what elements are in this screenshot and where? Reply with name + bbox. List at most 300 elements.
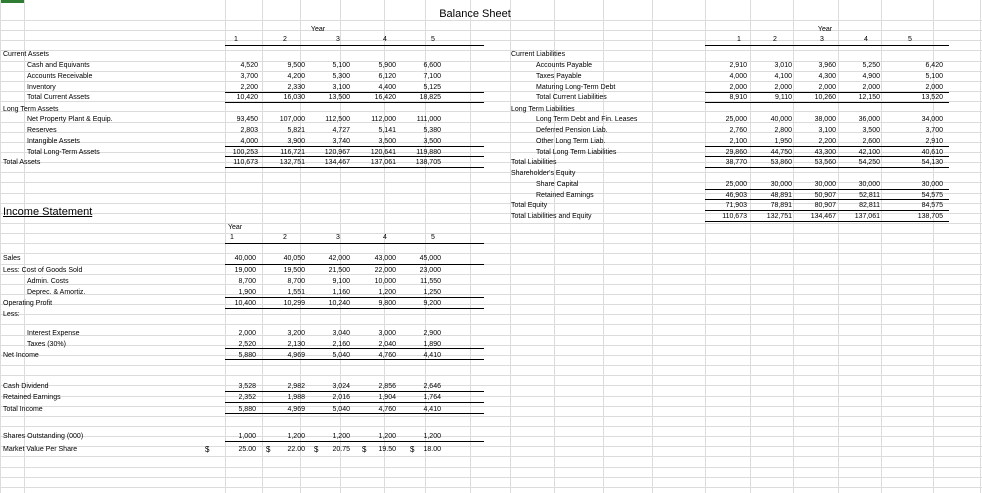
asset-value-cell: 6,600 [423, 62, 441, 69]
selected-cell-indicator [0, 0, 24, 3]
row-gridline [0, 304, 982, 305]
asset-value-cell: 5,300 [332, 73, 350, 80]
bs-assets-year-header: 2 [283, 36, 287, 43]
asset-value-cell: 5,821 [287, 127, 305, 134]
underline-border [225, 264, 484, 265]
asset-value-cell: 110,673 [233, 159, 258, 166]
liability-value-cell: 4,100 [774, 73, 792, 80]
row-gridline [0, 416, 982, 417]
liability-value-cell: 44,750 [770, 149, 792, 156]
income-value-cell: 45,000 [419, 255, 441, 262]
liability-value-cell: 29,860 [725, 149, 747, 156]
underline-border [225, 348, 484, 349]
underline-border [225, 308, 484, 309]
income-value-cell: 22.00 [287, 446, 305, 453]
liability-value-cell: 40,000 [770, 116, 792, 123]
underline-border [225, 243, 484, 244]
liability-value-cell: 3,500 [862, 127, 880, 134]
column-gridline [0, 0, 1, 493]
income-row-label: Deprec. & Amortiz. [27, 289, 86, 296]
row-gridline [0, 172, 982, 173]
row-gridline [0, 375, 982, 376]
income-row-label: Net Income [3, 352, 39, 359]
income-value-cell: 2,040 [378, 341, 396, 348]
liability-value-cell: 71,903 [725, 202, 747, 209]
is-year-header: 5 [431, 234, 435, 241]
income-value-cell: 43,000 [374, 255, 396, 262]
column-gridline [510, 0, 511, 493]
liability-value-cell: 84,575 [921, 202, 943, 209]
liability-value-cell: 52,811 [859, 192, 880, 199]
is-year-label: Year [228, 224, 243, 231]
underline-border [705, 146, 949, 147]
asset-row-label: Net Property Plant & Equip. [27, 116, 113, 123]
row-gridline [0, 50, 982, 51]
income-value-cell: 2,646 [423, 383, 441, 390]
asset-value-cell: 3,740 [332, 138, 350, 145]
income-value-cell: 3,000 [378, 330, 396, 337]
row-gridline [0, 284, 982, 285]
asset-value-cell: 100,253 [232, 149, 258, 156]
row-gridline [0, 335, 982, 336]
liability-row-label: Total Current Liabilities [536, 94, 607, 101]
underline-border [225, 402, 484, 403]
column-gridline [652, 0, 653, 493]
liability-value-cell: 4,900 [862, 73, 880, 80]
row-gridline [0, 456, 982, 457]
liability-row-label: Long Term Liabilities [511, 106, 575, 113]
liability-value-cell: 43,300 [814, 149, 836, 156]
income-value-cell: 40,050 [283, 255, 305, 262]
income-value-cell: 1,764 [423, 394, 441, 401]
asset-value-cell: 119,880 [416, 149, 441, 156]
income-value-cell: 19,500 [283, 267, 305, 274]
income-value-cell: 25.00 [238, 446, 256, 453]
row-gridline [0, 365, 982, 366]
underline-border [225, 413, 484, 414]
underline-border [705, 199, 949, 200]
income-value-cell: 2,160 [332, 341, 350, 348]
underline-border [225, 45, 484, 46]
row-gridline [0, 385, 982, 386]
liability-value-cell: 110,673 [722, 213, 747, 220]
income-value-cell: 1,200 [287, 433, 305, 440]
asset-value-cell: 7,100 [423, 73, 441, 80]
asset-row-label: Intangible Assets [27, 138, 80, 145]
income-value-cell: 1,160 [332, 289, 350, 296]
income-value-cell: 2,130 [287, 341, 305, 348]
liability-row-label: Total Liabilities [511, 159, 557, 166]
liability-value-cell: 2,100 [729, 138, 747, 145]
row-gridline [0, 324, 982, 325]
income-row-label: Market Value Per Share [3, 446, 78, 453]
bs-liab-year-header: 2 [773, 36, 777, 43]
liability-value-cell: 40,610 [921, 149, 943, 156]
liability-value-cell: 2,000 [862, 84, 880, 91]
income-value-cell: 1,200 [378, 433, 396, 440]
income-value-cell: 1,200 [423, 433, 441, 440]
bs-liab-year-header: 3 [820, 36, 824, 43]
liability-value-cell: 54,575 [921, 192, 943, 199]
liability-value-cell: 4,000 [729, 73, 747, 80]
income-value-cell: 11,550 [420, 278, 441, 285]
asset-value-cell: 3,500 [378, 138, 396, 145]
asset-value-cell: 4,520 [240, 62, 258, 69]
liability-value-cell: 13,520 [921, 94, 943, 101]
income-row-label: Less: Cost of Goods Sold [3, 267, 83, 274]
income-value-cell: 3,200 [287, 330, 305, 337]
income-value-cell: 4,969 [287, 352, 305, 359]
row-gridline [0, 406, 982, 407]
asset-value-cell: 5,125 [423, 84, 441, 91]
liability-value-cell: 5,250 [862, 62, 880, 69]
asset-value-cell: 5,100 [332, 62, 350, 69]
bs-assets-year-header: 1 [234, 36, 238, 43]
asset-value-cell: 107,000 [279, 116, 305, 123]
bs-assets-year-label: Year [310, 26, 326, 33]
underline-border [225, 92, 484, 93]
liability-value-cell: 2,000 [925, 84, 943, 91]
underline-border [225, 102, 484, 103]
asset-row-label: Accounts Receivable [27, 73, 93, 80]
asset-row-label: Long Term Assets [3, 106, 59, 113]
liability-value-cell: 2,800 [774, 127, 792, 134]
row-gridline [0, 20, 982, 21]
liability-row-label: Total Long Term Liabilities [536, 149, 617, 156]
income-value-cell: 8,700 [238, 278, 256, 285]
liability-value-cell: 2,910 [925, 138, 943, 145]
income-value-cell: 1,551 [287, 289, 305, 296]
asset-value-cell: 120,967 [324, 149, 350, 156]
asset-row-label: Total Current Assets [27, 94, 90, 101]
income-value-cell: 10,000 [374, 278, 396, 285]
income-row-label: Less: [3, 311, 20, 318]
asset-row-label: Inventory [27, 84, 56, 91]
asset-value-cell: 5,900 [378, 62, 396, 69]
underline-border [225, 359, 484, 360]
underline-border [705, 102, 949, 103]
income-value-cell: 9,100 [332, 278, 350, 285]
asset-row-label: Current Assets [3, 51, 49, 58]
liability-row-label: Long Term Debt and Fin. Leases [536, 116, 638, 123]
income-value-cell: 19.50 [378, 446, 396, 453]
asset-value-cell: 137,061 [370, 159, 396, 166]
liability-value-cell: 137,061 [854, 213, 880, 220]
liability-row-label: Current Liabilities [511, 51, 566, 58]
underline-border [705, 92, 949, 93]
row-gridline [0, 355, 982, 356]
underline-border [225, 156, 484, 157]
income-row-label: Operating Profit [3, 300, 53, 307]
liability-value-cell: 10,260 [814, 94, 836, 101]
underline-border [225, 297, 484, 298]
income-value-cell: 1,988 [287, 394, 305, 401]
income-row-label: Cash Dividend [3, 383, 49, 390]
underline-border [225, 167, 484, 168]
liability-value-cell: 53,860 [770, 159, 792, 166]
income-value-cell: 19,000 [234, 267, 256, 274]
asset-value-cell: 10,420 [236, 94, 258, 101]
liability-value-cell: 46,903 [725, 192, 747, 199]
liability-value-cell: 2,910 [729, 62, 747, 69]
column-gridline [881, 0, 882, 493]
liability-value-cell: 5,100 [925, 73, 943, 80]
bs-liab-year-header: 1 [737, 36, 741, 43]
is-year-header: 3 [336, 234, 340, 241]
asset-value-cell: 9,500 [287, 62, 305, 69]
row-gridline [0, 345, 982, 346]
income-value-cell: 21,500 [328, 267, 350, 274]
asset-value-cell: 4,200 [287, 73, 305, 80]
asset-value-cell: 4,000 [240, 138, 258, 145]
income-value-cell: 4,760 [378, 352, 396, 359]
liability-value-cell: 82,811 [859, 202, 880, 209]
income-value-cell: 23,000 [419, 267, 441, 274]
liability-value-cell: 25,000 [725, 181, 747, 188]
liability-value-cell: 3,960 [818, 62, 836, 69]
balance-sheet-title: Balance Sheet [439, 8, 511, 20]
asset-value-cell: 134,467 [324, 159, 350, 166]
row-gridline [0, 111, 982, 112]
asset-value-cell: 4,727 [332, 127, 350, 134]
row-gridline [0, 294, 982, 295]
income-value-cell: 42,000 [328, 255, 350, 262]
liability-value-cell: 42,100 [858, 149, 880, 156]
liability-value-cell: 78,891 [770, 202, 792, 209]
liability-value-cell: 6,420 [925, 62, 943, 69]
liability-value-cell: 2,600 [862, 138, 880, 145]
underline-border [225, 146, 484, 147]
liability-value-cell: 54,130 [921, 159, 943, 166]
bs-liab-year-header: 5 [908, 36, 912, 43]
asset-value-cell: 3,100 [332, 84, 350, 91]
is-year-header: 1 [230, 234, 234, 241]
row-gridline [0, 396, 982, 397]
row-gridline [0, 487, 982, 488]
asset-row-label: Cash and Equivants [27, 62, 90, 69]
currency-symbol: $ [266, 445, 271, 454]
income-value-cell: 5,880 [238, 406, 256, 413]
income-value-cell: 10,400 [234, 300, 256, 307]
income-value-cell: 20.75 [332, 446, 350, 453]
income-value-cell: 10,240 [328, 300, 350, 307]
asset-value-cell: 16,420 [374, 94, 396, 101]
liability-row-label: Total Liabilities and Equity [511, 213, 592, 220]
row-gridline [0, 436, 982, 437]
liability-value-cell: 36,000 [858, 116, 880, 123]
row-gridline [0, 426, 982, 427]
liability-value-cell: 48,891 [770, 192, 792, 199]
liability-row-label: Retained Earnings [536, 192, 594, 199]
asset-value-cell: 3,500 [423, 138, 441, 145]
bs-assets-year-header: 3 [336, 36, 340, 43]
row-gridline [0, 314, 982, 315]
asset-value-cell: 3,700 [240, 73, 258, 80]
liability-value-cell: 30,000 [814, 181, 836, 188]
income-value-cell: 1,200 [378, 289, 396, 296]
is-year-header: 2 [283, 234, 287, 241]
bs-assets-year-header: 5 [431, 36, 435, 43]
income-value-cell: 1,900 [238, 289, 256, 296]
income-value-cell: 2,016 [332, 394, 350, 401]
liability-value-cell: 38,000 [814, 116, 836, 123]
asset-row-label: Total Long-Term Assets [27, 149, 100, 156]
row-gridline [0, 274, 982, 275]
income-value-cell: 9,800 [378, 300, 396, 307]
column-gridline [24, 0, 25, 493]
liability-value-cell: 38,770 [725, 159, 747, 166]
income-statement-title: Income Statement [3, 206, 93, 218]
income-value-cell: 2,982 [287, 383, 305, 390]
asset-value-cell: 16,030 [283, 94, 305, 101]
income-value-cell: 4,410 [423, 352, 441, 359]
income-value-cell: 3,040 [332, 330, 350, 337]
liability-value-cell: 53,560 [814, 159, 836, 166]
liability-value-cell: 30,000 [858, 181, 880, 188]
liability-row-label: Maturing Long-Term Debt [536, 84, 616, 91]
asset-value-cell: 132,751 [279, 159, 305, 166]
liability-row-label: Shareholder's Equity [511, 170, 576, 177]
income-value-cell: 5,040 [332, 352, 350, 359]
asset-value-cell: 2,200 [240, 84, 258, 91]
row-gridline [0, 223, 982, 224]
income-value-cell: 3,528 [238, 383, 256, 390]
liability-row-label: Other Long Term Liab. [536, 138, 606, 145]
income-value-cell: 1,200 [332, 433, 350, 440]
income-value-cell: 4,410 [423, 406, 441, 413]
liability-row-label: Share Capital [536, 181, 579, 188]
liability-value-cell: 1,950 [774, 138, 792, 145]
underline-border [705, 45, 949, 46]
income-value-cell: 9,200 [423, 300, 441, 307]
asset-value-cell: 18,825 [419, 94, 441, 101]
asset-row-label: Reserves [27, 127, 57, 134]
currency-symbol: $ [314, 445, 319, 454]
liability-value-cell: 54,250 [858, 159, 880, 166]
underline-border [705, 189, 949, 190]
liability-value-cell: 80,907 [814, 202, 836, 209]
bs-liab-year-header: 4 [864, 36, 868, 43]
liability-value-cell: 30,000 [770, 181, 792, 188]
income-row-label: Interest Expense [27, 330, 80, 337]
asset-value-cell: 3,900 [287, 138, 305, 145]
liability-value-cell: 138,705 [917, 213, 943, 220]
liability-row-label: Deferred Pension Liab. [536, 127, 608, 134]
income-value-cell: 1,890 [423, 341, 441, 348]
row-gridline [0, 233, 982, 234]
liability-row-label: Total Equity [511, 202, 548, 209]
liability-value-cell: 12,150 [858, 94, 880, 101]
income-row-label: Shares Outstanding (000) [3, 433, 84, 440]
asset-value-cell: 116,721 [280, 149, 305, 156]
liability-value-cell: 34,000 [921, 116, 943, 123]
asset-value-cell: 120,641 [370, 149, 396, 156]
income-value-cell: 2,352 [238, 394, 256, 401]
income-value-cell: 22,000 [374, 267, 396, 274]
row-gridline [0, 477, 982, 478]
asset-value-cell: 112,500 [325, 116, 350, 123]
underline-border [705, 221, 949, 222]
income-value-cell: 18.00 [423, 446, 441, 453]
income-value-cell: 40,000 [234, 255, 256, 262]
row-gridline [0, 467, 982, 468]
liability-row-label: Taxes Payable [536, 73, 582, 80]
asset-value-cell: 13,500 [328, 94, 350, 101]
liability-value-cell: 2,000 [729, 84, 747, 91]
liability-row-label: Accounts Payable [536, 62, 593, 69]
liability-value-cell: 8,910 [729, 94, 747, 101]
is-year-header: 4 [383, 234, 387, 241]
income-value-cell: 4,969 [287, 406, 305, 413]
income-value-cell: 2,520 [238, 341, 256, 348]
underline-border [705, 156, 949, 157]
income-value-cell: 5,880 [238, 352, 256, 359]
asset-value-cell: 112,000 [371, 116, 396, 123]
column-gridline [470, 0, 471, 493]
income-row-label: Taxes (30%) [27, 341, 66, 348]
income-value-cell: 1,250 [423, 289, 441, 296]
liability-value-cell: 2,000 [774, 84, 792, 91]
currency-symbol: $ [410, 445, 415, 454]
liability-value-cell: 4,300 [818, 73, 836, 80]
income-value-cell: 2,856 [378, 383, 396, 390]
liability-value-cell: 9,110 [775, 94, 792, 101]
income-value-cell: 10,299 [283, 300, 305, 307]
underline-border [225, 441, 484, 442]
asset-value-cell: 4,400 [378, 84, 396, 91]
liability-value-cell: 2,200 [818, 138, 836, 145]
liability-value-cell: 30,000 [921, 181, 943, 188]
column-gridline [603, 0, 604, 493]
asset-row-label: Total Assets [3, 159, 41, 166]
asset-value-cell: 6,120 [378, 73, 396, 80]
underline-border [705, 167, 949, 168]
income-value-cell: 2,900 [423, 330, 441, 337]
income-value-cell: 3,024 [332, 383, 350, 390]
underline-border [225, 391, 484, 392]
income-value-cell: 2,000 [238, 330, 256, 337]
asset-value-cell: 111,000 [416, 116, 441, 123]
asset-value-cell: 138,705 [415, 159, 441, 166]
liability-value-cell: 2,760 [729, 127, 747, 134]
liability-value-cell: 25,000 [725, 116, 747, 123]
liability-value-cell: 2,000 [818, 84, 836, 91]
asset-value-cell: 2,330 [287, 84, 305, 91]
bs-liab-year-label: Year [817, 26, 833, 33]
asset-value-cell: 5,380 [423, 127, 441, 134]
underline-border [705, 210, 949, 211]
income-value-cell: 1,904 [378, 394, 396, 401]
income-row-label: Sales [3, 255, 21, 262]
bs-assets-year-header: 4 [383, 36, 387, 43]
income-value-cell: 5,040 [332, 406, 350, 413]
income-value-cell: 4,760 [378, 406, 396, 413]
column-gridline [980, 0, 981, 493]
liability-value-cell: 3,700 [925, 127, 943, 134]
liability-value-cell: 134,467 [810, 213, 836, 220]
liability-value-cell: 50,907 [814, 192, 836, 199]
row-gridline [0, 253, 982, 254]
asset-value-cell: 2,803 [240, 127, 258, 134]
income-row-label: Total Income [3, 406, 43, 413]
income-row-label: Admin. Costs [27, 278, 69, 285]
liability-value-cell: 3,100 [818, 127, 836, 134]
asset-value-cell: 5,141 [378, 127, 396, 134]
row-gridline [0, 446, 982, 447]
income-value-cell: 1,000 [238, 433, 256, 440]
liability-value-cell: 132,751 [766, 213, 792, 220]
currency-symbol: $ [205, 445, 210, 454]
